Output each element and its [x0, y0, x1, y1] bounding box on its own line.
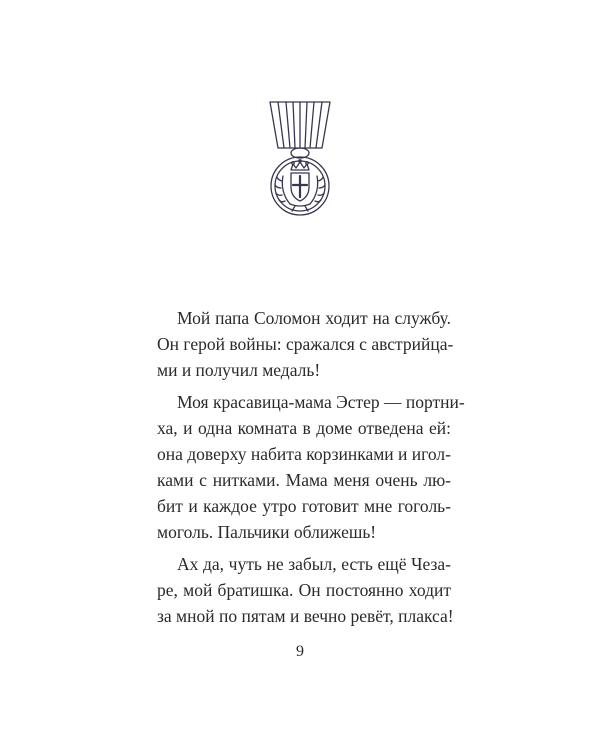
paragraph [157, 551, 454, 629]
paragraph [157, 305, 454, 383]
paragraph [157, 389, 465, 545]
text-line: Он герой войны: сражался с австрийца- [157, 334, 454, 354]
body-text [157, 305, 465, 629]
text-line: она доверху набита корзинками и игол- [157, 444, 451, 464]
text-line: Моя красавица-мама Эстер — портни- [177, 392, 465, 412]
text-line: ми и получил медаль! [157, 360, 321, 380]
text-line: Мой папа Соломон ходит на службу. [177, 308, 451, 328]
text-line: моголь. Пальчики оближешь! [157, 522, 377, 542]
text-line: ками с нитками. Мама меня очень лю- [157, 470, 451, 490]
medal-icon [262, 98, 338, 218]
text-line: Ах да, чуть не забыл, есть ещё Чеза- [177, 554, 451, 574]
text-line: за мной по пятам и вечно ревёт, плакса! [157, 606, 454, 626]
text-line: ре, мой братишка. Он постоянно ходит [157, 580, 451, 600]
text-line: бит и каждое утро готовит мне гоголь- [157, 496, 451, 516]
text-line: ха, и одна комната в доме отведена ей: [157, 418, 451, 438]
page-number: 9 [296, 643, 304, 660]
